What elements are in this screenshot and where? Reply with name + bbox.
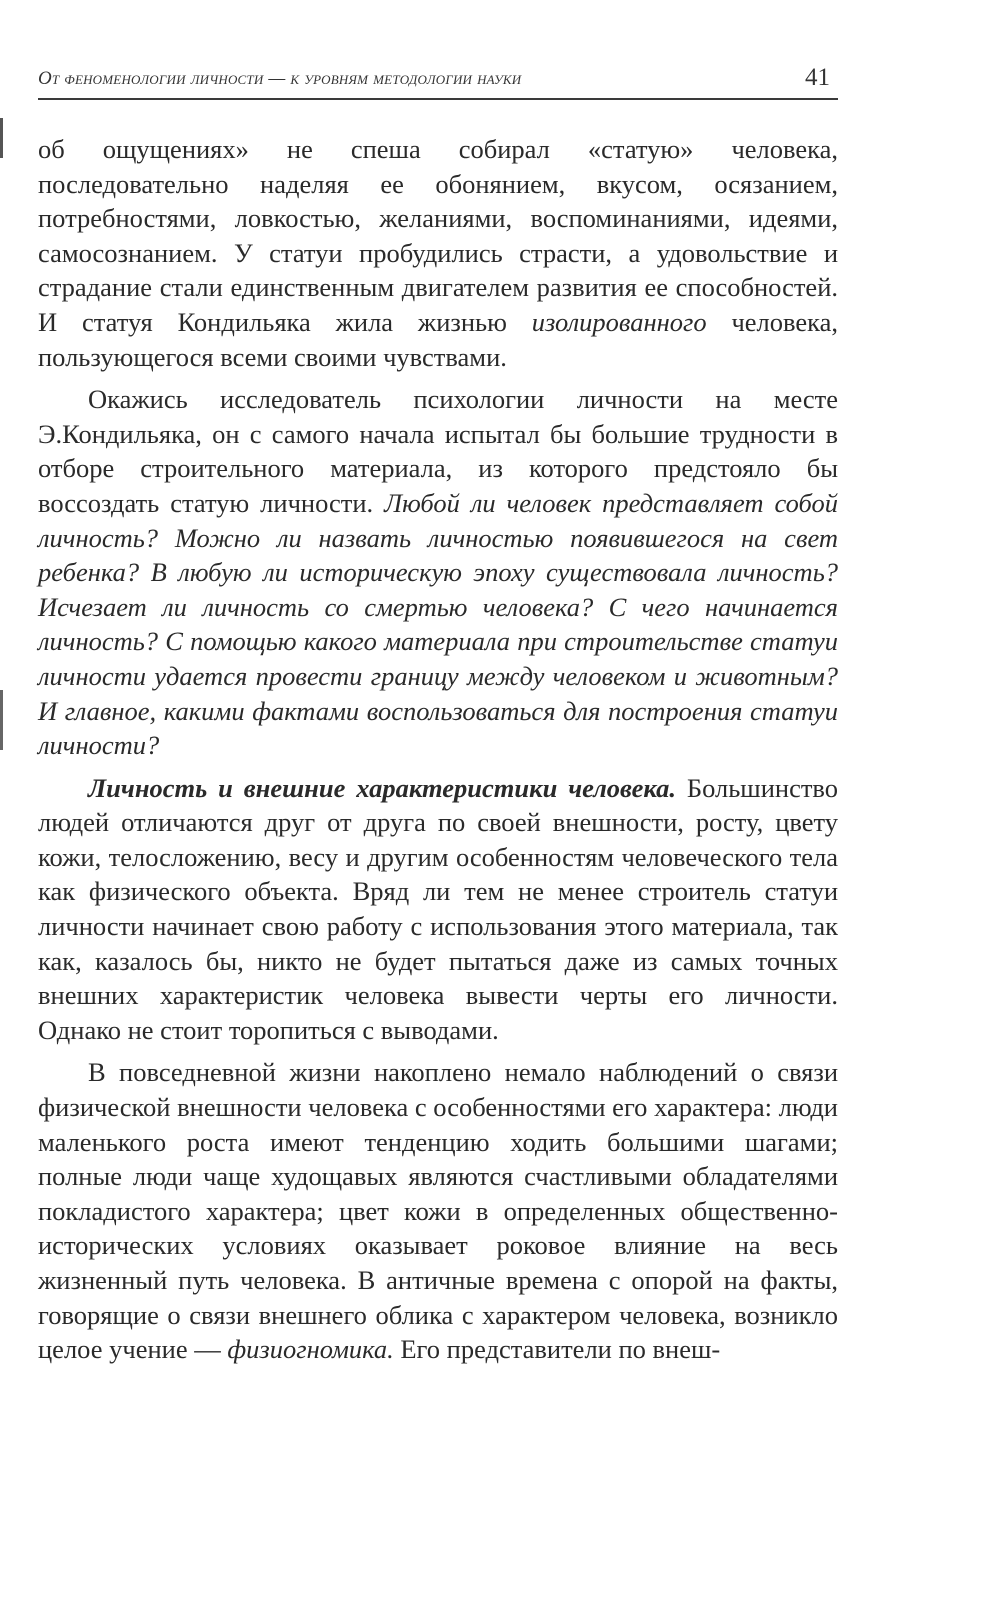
text-span: В повседневной жизни накоплено немало наблюдений о связи физической внешности человека с особенностями его характера: люди маленького роста имеют тенденцию ходить большими шагами; полные люди чаще худощавых являются счастливыми обладателями покладистого характера; цвет кожи в определенных общественно-исторических условиях оказывает роковое влияние на весь жизненный путь человека. В античные времена с опорой на факты, говорящие о связи внешнего облика с характером человека, возникло целое учение — — [38, 1057, 838, 1365]
page-number: 41 — [805, 64, 830, 91]
paragraph — [38, 382, 838, 763]
margin-mark — [0, 690, 3, 750]
running-title: От феноменологии личности — к уровням методологии науки — [38, 68, 522, 89]
text-span: человека, пользующегося всеми своими чувствами. — [38, 306, 839, 372]
paragraph — [38, 132, 838, 374]
text-span: об ощущениях» не спеша собирал «статую» человека, последовательно наделяя ее обонянием, вкусом, осязанием, потребностями, ловкостью, желаниями, воспоминаниями, идеями, самосознанием. У статуи пробудились страсти, а удовольствие и страдание стали единственным двигателем развития ее способностей. И статуя Кондильяка жила жизнью — [38, 134, 838, 337]
italic-questions: Любой ли человек представляет собой личность? Можно ли назвать личностью появившегося на свет ребенка? В любую ли историческую эпоху существовала личность? Исчезает ли личность со смертью человека? С чего начинается личность? С помощью какого материала при строительстве статуи личности удается провести границу между человеком и животным? И главное, какими фактами воспользоваться для построения статуи личности? — [38, 487, 838, 761]
margin-mark — [0, 118, 3, 158]
body-text — [38, 132, 838, 1367]
section-run-in-heading: Личность и внешние характеристики человека. — [88, 772, 676, 803]
text-span: Его представители по внеш- — [393, 1334, 721, 1365]
text-span: Окажись исследователь психологии личности на месте Э.Кондильяка, он с самого начала испытал бы большие трудности в отборе строительного материала, из которого предстояло бы воссоздать статую личности. — [38, 384, 838, 518]
text-span: Большинство людей отличаются друг от друга по своей внешности, росту, цвету кожи, телосложению, весу и другим особенностям человеческого тела как физического объекта. Вряд ли тем не менее строитель статуи личности начинает свою работу с использования этого материала, так как, казалось бы, никто не будет пытаться даже из самых точных внешних характеристик человека вывести черты его личности. Однако не стоит торопиться с выводами. — [38, 772, 838, 1045]
paragraph — [38, 1055, 838, 1366]
italic-term: изолированного — [531, 306, 707, 337]
paragraph — [38, 771, 838, 1048]
italic-term: физиогномика. — [227, 1334, 394, 1365]
book-page — [38, 50, 838, 1375]
running-header — [38, 50, 838, 100]
